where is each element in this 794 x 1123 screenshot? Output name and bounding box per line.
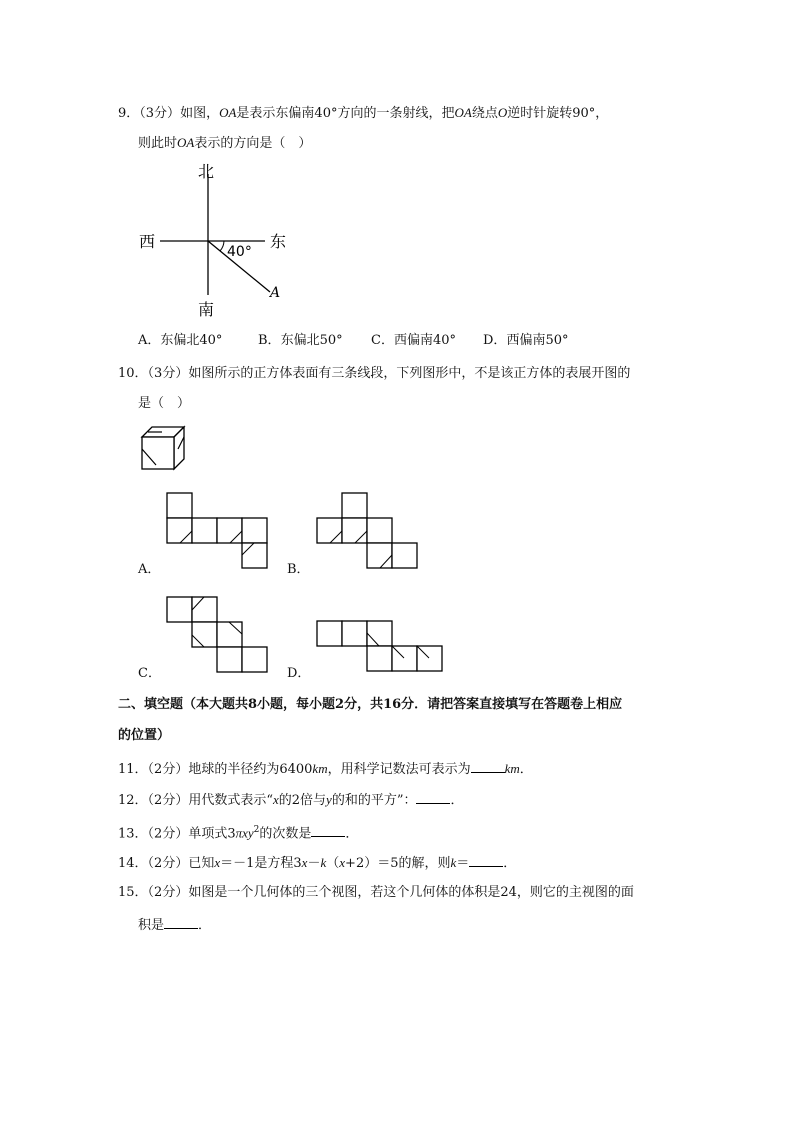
q14-answer-blank[interactable] xyxy=(469,853,503,867)
q15-text: ． xyxy=(198,918,212,933)
q10-text: 是（ ） xyxy=(138,396,191,411)
q9-score: （3分） xyxy=(139,106,181,121)
section-2-heading-cont xyxy=(118,727,170,745)
q9-option-d xyxy=(483,332,568,350)
q12-number: 12． xyxy=(118,793,148,808)
option-letter: D． xyxy=(483,333,507,348)
q13-vars: πxy xyxy=(235,825,254,841)
q12-text: 的和的平方”： xyxy=(331,793,417,808)
q13-line xyxy=(118,821,358,843)
q12-answer-blank[interactable] xyxy=(416,790,450,804)
q9-line1 xyxy=(118,104,608,123)
q14-number: 14． xyxy=(118,856,148,871)
section-2-heading xyxy=(118,696,622,714)
q10-number: 10． xyxy=(118,366,148,381)
q15-score: （2分） xyxy=(147,885,189,900)
q13-text: 单项式3 xyxy=(188,826,236,842)
q14-var-x: x xyxy=(339,855,346,870)
q9-var-oa: OA xyxy=(177,135,195,150)
q15-text: 积是 xyxy=(138,918,165,933)
q10-option-a-label: A． xyxy=(138,562,161,577)
section-heading-text: 的位置） xyxy=(118,728,171,743)
q14-var-k: k xyxy=(320,855,327,870)
q9-line2 xyxy=(138,134,311,153)
q12-text: 用代数式表示“ xyxy=(188,793,273,808)
label-north: 北 xyxy=(198,162,215,181)
q13-text: 的次数是 xyxy=(259,826,312,842)
q9-var-o: O xyxy=(497,105,508,120)
q11-text: ，用科学记数法可表示为 xyxy=(327,762,471,777)
option-letter: C． xyxy=(371,333,394,348)
q10-text: 如图所示的正方体表面有三条线段，下列图形中，不是该正方体的表展开图的 xyxy=(188,366,631,381)
q11-number: 11． xyxy=(118,762,148,777)
q10-net-b xyxy=(316,492,420,572)
section-heading-text: 二、填空题（本大题共8小题，每小题2分，共16分．请把答案直接填写在答题卷上相应 xyxy=(118,697,623,712)
q9-var-oa: OA xyxy=(219,105,237,120)
q11-unit: km xyxy=(504,761,520,776)
q14-var-x: x xyxy=(214,855,221,870)
q13-text: ． xyxy=(345,826,359,842)
q9-text: 是表示东偏南40°方向的一条射线，把 xyxy=(236,106,455,121)
q14-score: （2分） xyxy=(147,856,189,871)
q13-exponent: 2 xyxy=(253,825,260,835)
q12-var-y: y xyxy=(326,792,332,807)
q15-text: 如图是一个几何体的三个视图，若这个几何体的体积是24，则它的主视图的面 xyxy=(188,885,634,900)
q14-text: （ xyxy=(326,856,340,871)
q12-var-x: x xyxy=(272,792,279,807)
option-text: 西偏南40° xyxy=(393,333,456,348)
option-text: 西偏南50° xyxy=(506,333,569,348)
q11-score: （2分） xyxy=(147,762,189,777)
q13-answer-blank[interactable] xyxy=(311,823,345,837)
q14-text: ＝ xyxy=(456,856,470,871)
q14-line xyxy=(118,853,516,873)
q9-text: 绕点 xyxy=(471,106,498,121)
q9-compass-figure xyxy=(130,158,300,318)
q15-answer-blank[interactable] xyxy=(164,915,198,929)
label-south: 南 xyxy=(198,300,215,319)
q9-text: 如图， xyxy=(180,106,220,121)
label-east: 东 xyxy=(270,232,287,251)
q9-option-a xyxy=(138,332,222,350)
q9-number: 9． xyxy=(118,106,140,121)
option-text: 东偏北40° xyxy=(160,333,223,348)
q13-number: 13． xyxy=(118,826,148,842)
q9-var-oa: OA xyxy=(454,105,472,120)
q14-text: +2）＝5的解，则 xyxy=(345,856,451,871)
q11-unit: km xyxy=(312,761,328,776)
q9-text: 表示的方向是（ ） xyxy=(194,136,312,151)
q12-text: 的2倍与 xyxy=(278,793,327,808)
q11-line xyxy=(118,759,533,779)
option-letter: B． xyxy=(258,333,281,348)
q11-text: 地球的半径约为6400 xyxy=(188,762,313,777)
option-letter: A． xyxy=(138,333,161,348)
q12-score: （2分） xyxy=(147,793,189,808)
label-angle: 40° xyxy=(227,244,252,260)
q14-text: 已知 xyxy=(188,856,215,871)
q12-text: ． xyxy=(450,793,464,808)
q11-answer-blank[interactable] xyxy=(471,759,505,773)
q10-option-b-label: B． xyxy=(287,562,310,577)
label-west: 西 xyxy=(139,232,156,251)
q9-text: 则此时 xyxy=(138,136,178,151)
q10-cube-figure xyxy=(140,425,190,471)
q10-score: （3分） xyxy=(147,366,189,381)
q10-net-c xyxy=(166,596,270,676)
q14-var-x: x xyxy=(301,855,308,870)
q9-option-c xyxy=(371,332,456,350)
q10-net-a xyxy=(166,492,270,572)
q15-line1 xyxy=(118,884,634,902)
q10-option-d-label: D． xyxy=(287,666,311,681)
q14-text: ． xyxy=(503,856,517,871)
q10-line2 xyxy=(138,395,190,413)
label-point-a: A xyxy=(270,285,281,301)
q10-line1 xyxy=(118,365,630,383)
q14-text: ＝－1是方程3 xyxy=(220,856,302,871)
option-text: 东偏北50° xyxy=(280,333,343,348)
q9-text: 逆时针旋转90°， xyxy=(507,106,609,121)
q10-option-c-label: C． xyxy=(138,666,161,681)
q14-var-k: k xyxy=(450,855,457,870)
q13-score: （2分） xyxy=(147,826,189,842)
q15-line2 xyxy=(138,915,211,935)
q14-text: － xyxy=(307,856,321,871)
q15-number: 15． xyxy=(118,885,148,900)
q9-option-b xyxy=(258,332,343,350)
q11-text: ． xyxy=(519,762,533,777)
q12-line xyxy=(118,790,464,810)
angle-arc xyxy=(220,241,224,251)
q10-net-d xyxy=(316,620,446,674)
